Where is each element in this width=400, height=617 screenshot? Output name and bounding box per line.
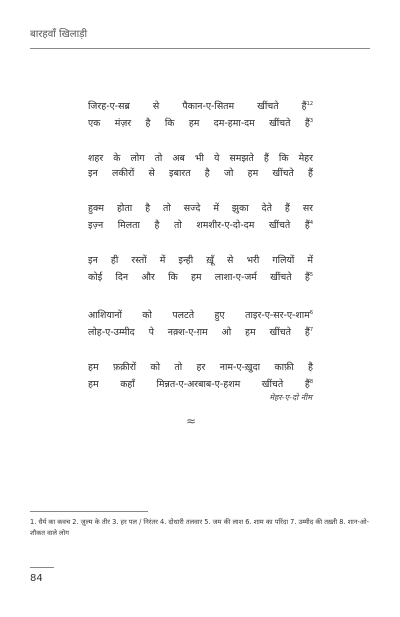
poem-line	[88, 306, 313, 323]
ornament: ≈	[186, 414, 197, 428]
poem-line-text: इज़्न मिलता है तो शमशीर-ए-दो-दम खींचते हैं	[88, 220, 310, 232]
footer-rule	[30, 567, 54, 568]
poem-line	[88, 360, 313, 375]
footnotes: 1. धैर्य का कवच 2. ज़ुल्म के तीर 3. हर पल / निरंतर 4. दोधारी तलवार 5. जम की लाश 6. शाम का परिंदा 7. उम्मीद की तख़्ती 8. शान-ओ-शौकत वाले लोग	[30, 518, 369, 537]
footnote-marker: 1	[306, 101, 310, 107]
poem-line	[88, 323, 313, 340]
poem-line-text: हुक्म होता है तो सज्दे में झुका देते हैं सर	[88, 203, 313, 215]
poem-line	[88, 268, 313, 285]
poem-line-text: लोह-ए-उम्मीद पे नक़्श-ए-ग़म ओ हम खींचते हैं	[88, 326, 310, 338]
poem-line-text: इन लकीरों से इबारत है जो हम खींचते हैं	[88, 168, 313, 180]
stanza	[88, 253, 313, 285]
running-head: बारहवाँ खिलाड़ी	[30, 29, 88, 40]
poem-line-text: जिरह-ए-सब्र से पैकान-ए-सितम खींचते हैं	[88, 101, 307, 113]
header-rule	[30, 48, 370, 49]
footnote-marker: 8	[309, 378, 313, 385]
poem-line	[88, 216, 313, 233]
poem-line	[88, 151, 313, 166]
poem-line	[88, 375, 313, 392]
signature: मेहर-ए-दो नीम	[269, 393, 312, 402]
stanza	[88, 97, 313, 131]
footnote-marker: 2	[309, 101, 313, 107]
footnote-rule	[30, 511, 148, 512]
stanza	[88, 201, 313, 233]
footnote-marker: 7	[309, 326, 313, 333]
poem-line-text: कोई दिन और कि हम लाशा-ए-जर्म खींचते हैं	[88, 272, 310, 284]
poem-line	[88, 97, 313, 114]
footnote-marker: 5	[309, 272, 313, 279]
poem-line	[88, 253, 313, 268]
poem-line-text: एक मंज़र है कि हम दम-हमा-दम खींचते हैं	[88, 118, 310, 130]
poem-line-text: हम फ़क़ीरों को तो हर नाम-ए-ख़ुदा काफ़ी है	[88, 361, 313, 373]
poem-line-text: इन ही रस्तों में इन्ही ख़ूँ से भरी गलियों में	[88, 255, 313, 267]
stanza	[88, 151, 313, 181]
poem-line	[88, 201, 313, 216]
poem-line	[88, 166, 313, 181]
poem-line-text: शहर के लोग तो अब भी ये समझते हैं कि मेहर	[88, 153, 313, 165]
poem-line-text: हम कहाँ मिन्नत-ए-अरबाब-ए-हशम खींचते हैं	[88, 378, 310, 390]
page-number: 84	[30, 573, 43, 584]
poem	[88, 97, 313, 412]
footnote-marker: 4	[309, 220, 313, 227]
stanza	[88, 360, 313, 392]
footnote-marker: 6	[309, 309, 313, 316]
poem-line-text: आशियानों को पलटते हुए ताइर-ए-सर-ए-शाम	[88, 309, 310, 321]
footnote-marker: 3	[309, 118, 313, 125]
stanza	[88, 306, 313, 340]
poem-line	[88, 114, 313, 131]
